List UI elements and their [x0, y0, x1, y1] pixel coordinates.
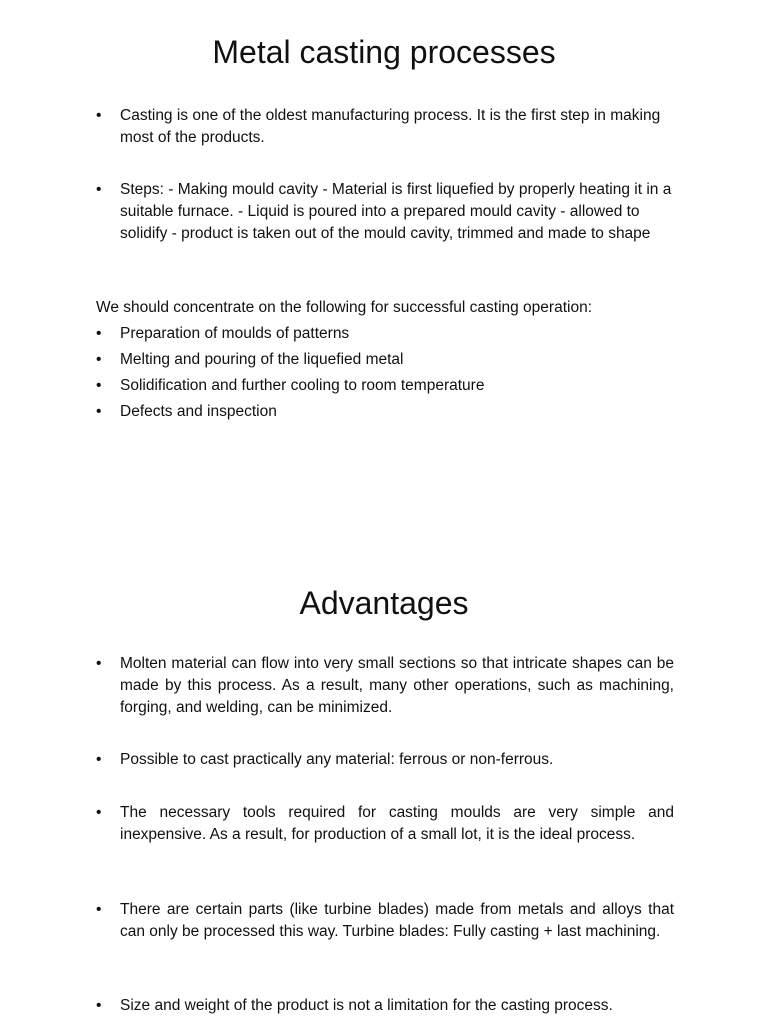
bullet-dot: • — [96, 997, 102, 1014]
slide-advantages — [0, 560, 768, 1024]
bullet-item — [96, 653, 674, 719]
bullet-dot: • — [96, 107, 102, 124]
bullet-text: Steps: - Making mould cavity - Material is first liquefied by properly heating it in a suitable furnace. - Liquid is poured into a prepared mould cavity - allowed to solidify - product is taken out of the mould cavity, trimmed and made to shape — [120, 181, 672, 242]
bullet-text: Size and weight of the product is not a limitation for the casting process. — [120, 997, 613, 1014]
list-item — [96, 401, 674, 423]
bullet-dot: • — [96, 403, 102, 420]
bullet-dot: • — [96, 751, 102, 768]
list-item-text: Preparation of moulds of patterns — [120, 325, 350, 342]
bullet-text: Molten material can flow into very small sections so that intricate shapes can be made by this process. As a result, many other operations, such as machining, forging, and welding, can be minimized. — [120, 655, 674, 716]
bullet-item — [96, 105, 674, 149]
list-item — [96, 349, 674, 371]
bullet-text: Casting is one of the oldest manufacturing process. It is the first step in making most of the products. — [120, 107, 661, 146]
slide-title: Metal casting processes — [212, 34, 556, 70]
list-item-text: Melting and pouring of the liquefied metal — [120, 351, 404, 368]
bullet-dot: • — [96, 377, 102, 394]
bullet-item — [96, 802, 674, 846]
bullet-text: The necessary tools required for casting moulds are very simple and inexpensive. As a result, for production of a small lot, it is the ideal process. — [120, 804, 674, 843]
list-item-text: Solidification and further cooling to room temperature — [120, 377, 485, 394]
bullet-text: There are certain parts (like turbine blades) made from metals and alloys that can only be processed this way. Turbine blades: Fully casting + last machining. — [120, 901, 674, 940]
list-item — [96, 323, 674, 345]
list-item-text: Defects and inspection — [120, 403, 277, 420]
bullet-item — [96, 899, 674, 943]
slide-metal-casting — [0, 0, 768, 500]
bullet-item — [96, 995, 674, 1017]
bullet-dot: • — [96, 325, 102, 342]
slide-title: Advantages — [299, 585, 469, 621]
bullet-item — [96, 749, 674, 771]
bullet-dot: • — [96, 181, 102, 198]
bullet-dot: • — [96, 655, 102, 672]
bullet-dot: • — [96, 351, 102, 368]
bullet-dot: • — [96, 901, 102, 918]
bullet-dot: • — [96, 804, 102, 821]
bullet-item — [96, 179, 674, 245]
intro-text: We should concentrate on the following for successful casting operation: — [96, 299, 592, 316]
list-item — [96, 375, 674, 397]
bullet-text: Possible to cast practically any material: ferrous or non-ferrous. — [120, 751, 554, 768]
focus-section — [96, 297, 674, 427]
